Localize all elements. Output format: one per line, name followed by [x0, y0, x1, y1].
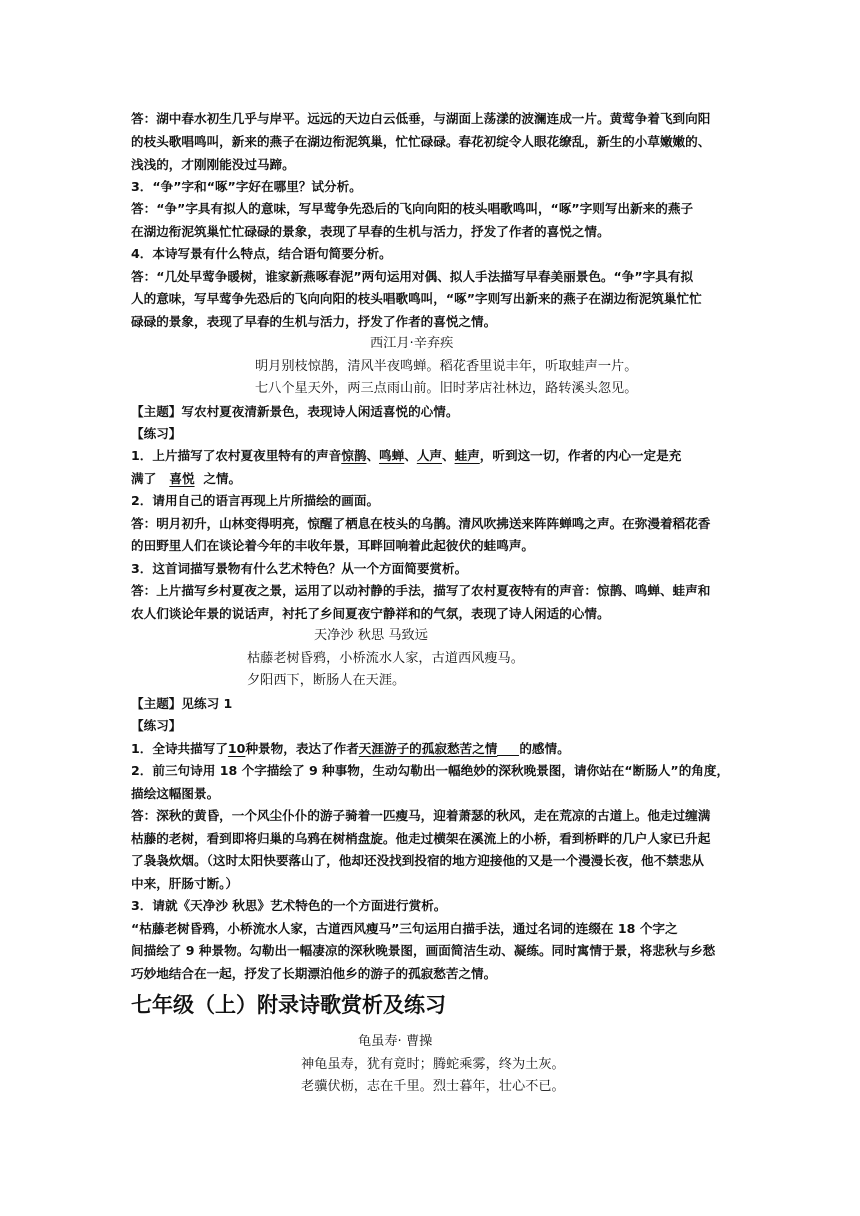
answer-spring-line-1: 答：湖中春水初生几乎与岸平。远远的天边白云低垂，与湖面上荡漾的波澜连成一片。黄莺争着飞到向阳	[131, 111, 711, 126]
answer-2-line-1: 答：明月初升，山林变得明亮，惊醒了栖息在枝头的乌鹊。清风吹拂送来阵阵蝉鸣之声。在弥漫着稻花香	[131, 516, 711, 531]
answer-3c-line-3: 巧妙地结合在一起，抒发了长期漂泊他乡的游子的孤寂愁苦之情。	[131, 966, 497, 981]
poem-title-xijiangyue: 西江月·辛弃疾	[370, 336, 454, 351]
question-1-text-c: 满了	[131, 471, 157, 486]
answer-2-line-1: 答：深秋的黄昏，一个风尘仆仆的游子骑着一匹瘦马，迎着萧瑟的秋风，走在荒凉的古道上。他走过缠满	[131, 808, 711, 823]
question-1-line-1	[131, 445, 736, 468]
answer-4-line-2: 人的意味，写早莺争先恐后的飞向向阳的枝头唱歌鸣叫，“啄”字则写出新来的燕子在湖边衔泥筑巢忙忙	[131, 291, 702, 306]
answer-4-line-3: 碌碌的景象，表现了早春的生机与活力，抒发了作者的喜悦之情。	[131, 314, 497, 329]
question-3: 3．“争”字和“啄”字好在哪里？试分析。	[131, 179, 362, 194]
question-2-line-2: 描绘这幅图景。	[131, 786, 220, 801]
practice-label: 【练习】	[131, 718, 182, 733]
answer-3c-line-1: “枯藤老树昏鸦，小桥流水人家，古道西风瘦马”三句运用白描手法，通过名词的连缀在 18 个字之	[131, 921, 678, 936]
question-1-text-c: 的感情。	[519, 741, 570, 756]
answer-spring-line-2: 的枝头歌唱鸣叫，新来的燕子在湖边衔泥筑巢，忙忙碌碌。春花初绽令人眼花缭乱，新生的小草嫩嫩的、	[131, 134, 711, 149]
question-1-text-a: 1．全诗共描写了	[131, 741, 228, 756]
theme-line: 【主题】见练习 1	[131, 696, 233, 711]
answer-2-line-3: 了袅袅炊烟。（这时太阳快要落山了，他却还没找到投宿的地方迎接他的又是一个漫漫长夜，他不禁悲从	[131, 853, 705, 868]
answer-2-line-2: 的田野里人们在谈论着今年的丰收年景，耳畔回响着此起彼伏的蛙鸣声。	[131, 538, 534, 553]
blank-answer-count: 10	[227, 741, 246, 756]
question-3c: 3．请就《天净沙 秋思》艺术特色的一个方面进行赏析。	[131, 898, 447, 913]
answer-3b-line-2: 农人们谈论年景的说话声，衬托了乡间夏夜宁静祥和的气氛，表现了诗人闲适的心情。	[131, 606, 610, 621]
question-2: 2．请用自己的语言再现上片所描绘的画面。	[131, 493, 380, 508]
section-heading: 七年级（上）附录诗歌赏析及练习	[131, 993, 446, 1017]
answer-2-line-2: 枯藤的老树，看到即将归巢的乌鸦在树梢盘旋。他走过横架在溪流上的小桥，看到桥畔的几户人家已升起	[131, 831, 711, 846]
separator: 、	[442, 448, 455, 463]
poem-line-2: 七八个星天外，两三点雨山前。旧时茅店社林边，路转溪头忽见。	[255, 381, 638, 396]
blank-answer-jingque: 惊鹊	[341, 448, 367, 463]
blank-answer-emotion: 天涯游子的孤寂愁苦之情	[358, 741, 498, 756]
separator: 、	[404, 448, 417, 463]
question-4: 4．本诗写景有什么特点，结合语句简要分析。	[131, 246, 392, 261]
blank-answer-rensheng: 人声	[416, 448, 443, 463]
answer-3c-line-2: 间描绘了 9 种景物。勾勒出一幅凄凉的深秋晚景图，画面简洁生动、凝练。同时寓情于景，将悲秋与乡愁	[131, 943, 716, 958]
question-1-text-a: 1．上片描写了农村夏夜里特有的声音	[131, 448, 342, 463]
answer-3-line-2: 在湖边衔泥筑巢忙忙碌碌的景象，表现了早春的生机与活力，抒发了作者的喜悦之情。	[131, 224, 610, 239]
blank-answer-mingchan: 鸣蝉	[379, 448, 405, 463]
question-2-line-1: 2．前三句诗用 18 个字描绘了 9 种事物，生动勾勒出一幅绝妙的深秋晚景图，请你站在“断肠人”的角度，	[131, 763, 730, 778]
poem-line-2: 老骥伏枥，志在千里。烈士暮年，壮心不已。	[301, 1079, 565, 1094]
poem-line-1: 明月别枝惊鹊，清风半夜鸣蝉。稻花香里说丰年，听取蛙声一片。	[255, 359, 638, 374]
answer-3-line-1: 答：“争”字具有拟人的意味，写早莺争先恐后的飞向向阳的枝头唱歌鸣叫，“啄”字则写出新来的燕子	[131, 201, 694, 216]
question-1-tianjingsha	[131, 738, 736, 761]
question-1-text-d: 之情。	[203, 471, 242, 486]
blank-underline	[497, 740, 519, 756]
question-1-text-b: 种景物，表达了作者	[245, 741, 359, 756]
answer-4-line-1: 答：“几处早莺争暖树，谁家新燕啄春泥”两句运用对偶、拟人手法描写早春美丽景色。“争”字具有拟	[131, 269, 694, 284]
answer-2-line-4: 中来，肝肠寸断。）	[131, 876, 239, 891]
answer-3b-line-1: 答：上片描写乡村夏夜之景，运用了以动衬静的手法，描写了农村夏夜特有的声音：惊鹊、鸣蝉、蛙声和	[131, 583, 711, 598]
blank-answer-washeng: 蛙声	[454, 448, 480, 463]
separator: 、	[366, 448, 380, 463]
theme-line: 【主题】写农村夏夜清新景色，表现诗人闲适喜悦的心情。	[131, 404, 459, 419]
blank-answer-xiyue: 喜悦	[169, 471, 195, 486]
poem-title-guisuishou: 龟虽寿· 曹操	[358, 1034, 433, 1049]
question-1-text-b: ，听到这一切，作者的内心一定是充	[479, 448, 682, 463]
practice-label: 【练习】	[131, 426, 182, 441]
poem-title-tianjingsha: 天净沙 秋思 马致远	[314, 628, 428, 643]
answer-spring-line-3: 浅浅的，才刚刚能没过马蹄。	[131, 157, 295, 172]
poem-line-1: 枯藤老树昏鸦，小桥流水人家，古道西风瘦马。	[247, 651, 524, 666]
poem-line-2: 夕阳西下，断肠人在天涯。	[247, 673, 406, 688]
poem-line-1: 神龟虽寿，犹有竟时；腾蛇乘雾，终为土灰。	[301, 1057, 565, 1072]
question-1-line-2	[131, 468, 736, 491]
question-3b: 3．这首词描写景物有什么艺术特色？从一个方面简要赏析。	[131, 561, 468, 576]
